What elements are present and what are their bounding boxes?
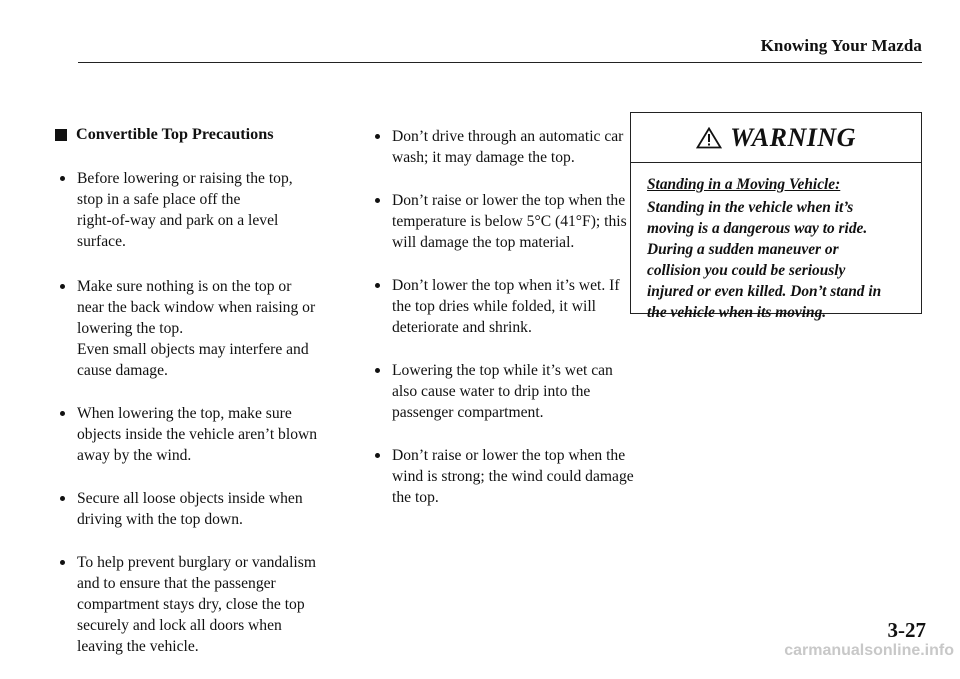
bullet-line: the top dries while folded, it will xyxy=(392,298,596,315)
bullet-line: securely and lock all doors when xyxy=(77,617,282,634)
bullet-line: Don’t raise or lower the top when the xyxy=(392,447,626,464)
bullet-line: Before lowering or raising the top, xyxy=(77,170,293,187)
bullet-line: wind is strong; the wind could damage xyxy=(392,468,634,485)
bullet-line: and to ensure that the passenger xyxy=(77,575,276,592)
bullet-line: Don’t lower the top when it’s wet. If xyxy=(392,277,620,294)
bullet-dot-icon xyxy=(375,368,380,373)
middle-bullet-list xyxy=(369,126,644,508)
bullet-item xyxy=(369,126,644,168)
bullet-item xyxy=(54,488,354,530)
bullet-line: Don’t drive through an automatic car xyxy=(392,128,624,145)
bullet-item xyxy=(369,275,644,338)
bullet-item xyxy=(369,360,644,423)
bullet-line: lowering the top. xyxy=(77,320,184,337)
warning-box xyxy=(630,112,922,321)
warning-line: collision you could be seriously xyxy=(647,262,846,279)
bullet-line: the top. xyxy=(392,489,439,506)
middle-column xyxy=(369,126,644,530)
bullet-item xyxy=(369,445,644,508)
bullet-dot-icon xyxy=(60,411,65,416)
warning-body xyxy=(631,163,921,323)
warning-line: the vehicle when its moving. xyxy=(647,304,827,321)
bullet-line: Even small objects may interfere and xyxy=(77,341,309,358)
bullet-line: passenger compartment. xyxy=(392,404,544,421)
bullet-item xyxy=(54,168,354,252)
section-heading xyxy=(54,124,354,145)
bullet-line: cause damage. xyxy=(77,362,168,379)
warning-triangle-icon xyxy=(696,127,722,149)
bullet-item xyxy=(54,276,354,381)
running-header-title: Knowing Your Mazda xyxy=(760,36,922,55)
watermark: carmanualsonline.info xyxy=(784,642,954,659)
bullet-line: deteriorate and shrink. xyxy=(392,319,532,336)
warning-header xyxy=(631,113,921,163)
bullet-line: Secure all loose objects inside when xyxy=(77,490,303,507)
bullet-item xyxy=(54,403,354,466)
bullet-line: surface. xyxy=(77,233,126,250)
bullet-dot-icon xyxy=(375,198,380,203)
header-rule xyxy=(78,62,922,63)
page-number: 3-27 xyxy=(887,618,926,642)
bullet-line: temperature is below 5°C (41°F); this xyxy=(392,213,627,230)
bullet-dot-icon xyxy=(60,284,65,289)
bullet-line: leaving the vehicle. xyxy=(77,638,199,655)
bullet-dot-icon xyxy=(60,496,65,501)
bullet-line: objects inside the vehicle aren’t blown xyxy=(77,426,318,443)
bullet-line: will damage the top material. xyxy=(392,234,575,251)
warning-subtitle: Standing in a Moving Vehicle: xyxy=(647,176,841,193)
warning-line: moving is a dangerous way to ride. xyxy=(647,220,868,237)
bullet-dot-icon xyxy=(375,453,380,458)
bullet-item xyxy=(369,190,644,253)
warning-line: During a sudden maneuver or xyxy=(647,241,839,258)
bullet-item xyxy=(54,552,354,657)
bullet-line: away by the wind. xyxy=(77,447,192,464)
warning-line: Standing in the vehicle when it’s xyxy=(647,199,854,216)
bullet-line: Don’t raise or lower the top when the xyxy=(392,192,626,209)
bullet-line: Make sure nothing is on the top or xyxy=(77,278,292,295)
bullet-line: To help prevent burglary or vandalism xyxy=(77,554,316,571)
bullet-line: compartment stays dry, close the top xyxy=(77,596,305,613)
bullet-line: driving with the top down. xyxy=(77,511,243,528)
bullet-line: stop in a safe place off the xyxy=(77,191,241,208)
section-heading-text: Convertible Top Precautions xyxy=(76,125,274,143)
warning-line: injured or even killed. Don’t stand in xyxy=(647,283,882,300)
square-bullet-icon xyxy=(55,129,67,141)
bullet-line: near the back window when raising or xyxy=(77,299,316,316)
bullet-dot-icon xyxy=(60,176,65,181)
left-bullet-list xyxy=(54,168,354,657)
bullet-line: right-of-way and park on a level xyxy=(77,212,279,229)
bullet-dot-icon xyxy=(375,134,380,139)
left-column xyxy=(54,124,354,679)
bullet-line: When lowering the top, make sure xyxy=(77,405,292,422)
warning-title: WARNING xyxy=(730,122,856,152)
bullet-line: wash; it may damage the top. xyxy=(392,149,575,166)
bullet-dot-icon xyxy=(60,560,65,565)
bullet-dot-icon xyxy=(375,283,380,288)
bullet-line: Lowering the top while it’s wet can xyxy=(392,362,613,379)
bullet-line: also cause water to drip into the xyxy=(392,383,591,400)
